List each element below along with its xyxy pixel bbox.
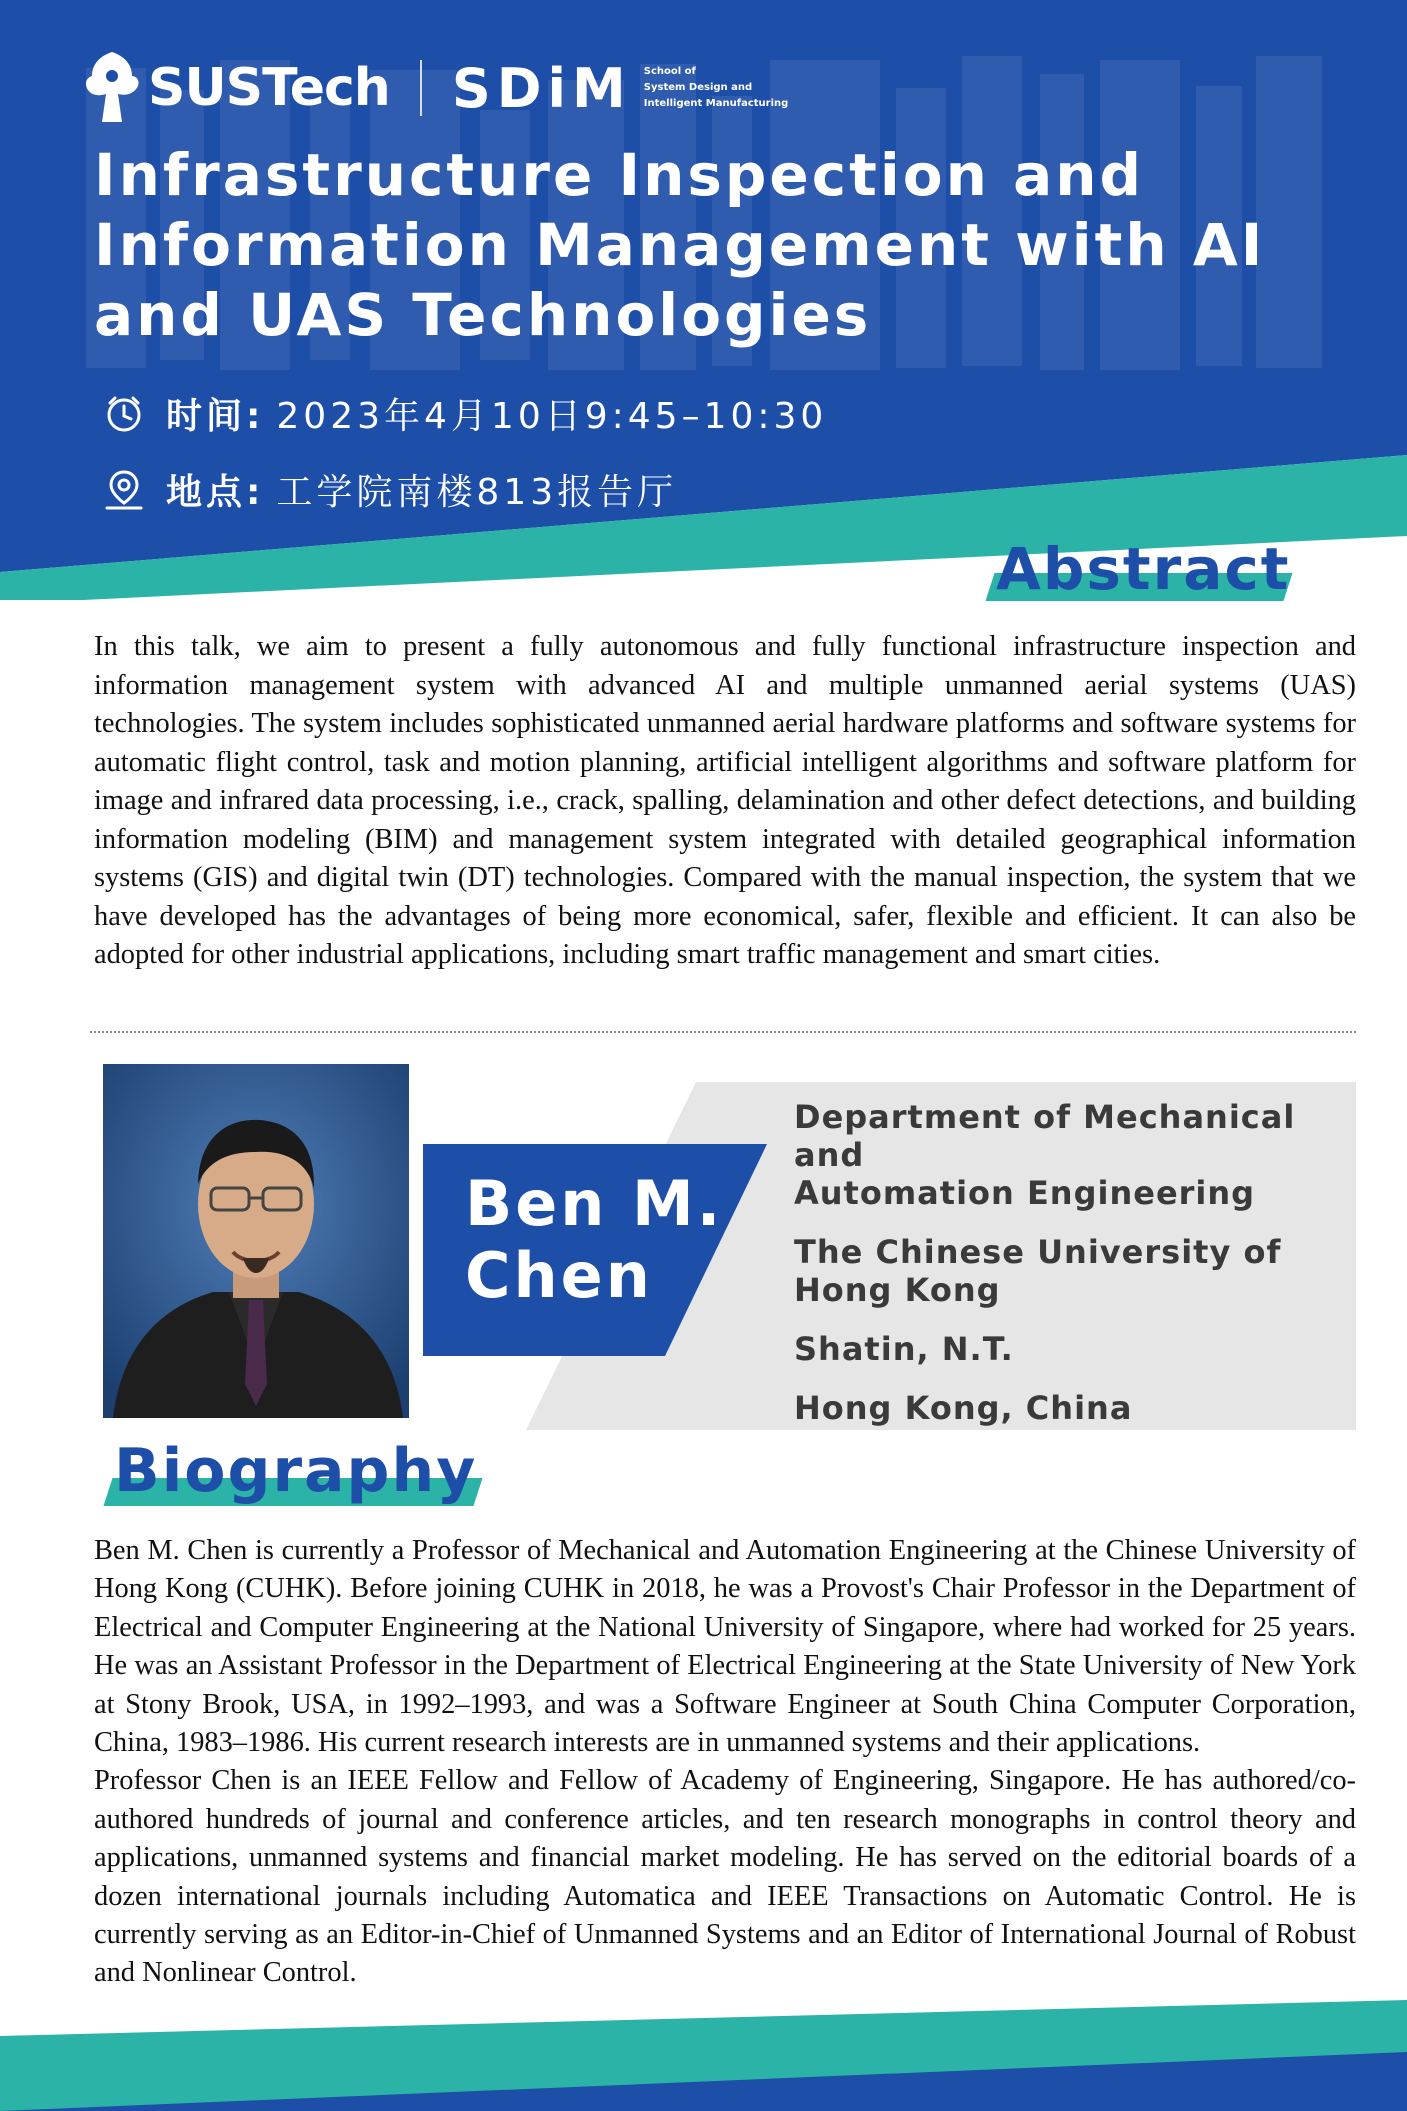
abstract-heading: Abstract [990,535,1290,605]
time-value: 2023年4月10日9:45–10:30 [276,396,828,437]
biography-paragraph-2: Professor Chen is an IEEE Fellow and Fellow of Academy of Engineering, Singapore. He has authored/co-authored hundreds of journal and conference articles, and ten research monographs in control theory and applications, unmanned systems and financial market modeling. He has served on the editorial boards of a dozen international journals including Automatica and IEEE Transactions on Automatic Control. He is currently serving as an Editor-in-Chief of Unmanned Systems and an Editor of International Journal of Robust and Nonlinear Control. [94,1765,1356,1989]
abstract-text: In this talk, we aim to present a fully autonomous and fully functional infrastructure inspection and information management system with advanced AI and multiple unmanned aerial systems (UAS) technologies. The system includes sophisticated unmanned aerial hardware platforms and software systems for automatic flight control, task and motion planning, artificial intelligent algorithms and software platform for image and infrared data processing, i.e., crack, spalling, delamination and other defect detections, and building information modeling (BIM) and management system integrated with detailed geographical information systems (GIS) and digital twin (DT) technologies. Compared with the manual inspection, the system that we have developed has the advantages of being more economical, safer, flexible and efficient. It can also be adopted for other industrial applications, including smart traffic management and smart cities. [94,631,1356,970]
speaker-photo [103,1064,409,1418]
biography-heading: Biography [100,1436,490,1512]
sdim-logo-text: SDiM [451,56,632,120]
sdim-logo-subtitle: School of System Design and Intelligent Manufacturing [643,66,789,109]
affiliation-location: Shatin, N.T. [794,1330,1014,1368]
speaker-name: Ben M. Chen [465,1167,724,1312]
place-label: 地点: [166,472,265,513]
speaker-affiliation: Department of Mechanical and Automation Engineering The Chinese University of Hong Kong Shatin, N.T. Hong Kong, China [794,1098,1354,1427]
affiliation-department: Department of Mechanical and [794,1098,1296,1174]
place-value: 工学院南楼813报告厅 [276,472,678,513]
time-label: 时间: [166,396,265,437]
talk-title: Infrastructure Inspection and Information Management with AI and UAS Technologies [94,141,1266,349]
affiliation-university: The Chinese University of [794,1233,1282,1271]
sustech-logo-text: SUSTech [148,58,390,118]
biography-text [94,1532,1356,1993]
affiliation-region: Hong Kong, China [794,1389,1133,1427]
biography-paragraph-1: Ben M. Chen is currently a Professor of Mechanical and Automation Engineering at the Chinese University of Hong Kong (CUHK). Before joining CUHK in 2018, he was a Provost's Chair Professor in the Department of Electrical and Computer Engineering at the National University of Singapore, where had worked for 25 years. He was an Assistant Professor in the Department of Electrical Engineering at the State University of New York at Stony Brook, USA, in 1992–1993, and was a Software Engineer at South China Computer Corporation, China, 1983–1986. His current research interests are in unmanned systems and their applications. [94,1535,1356,1759]
